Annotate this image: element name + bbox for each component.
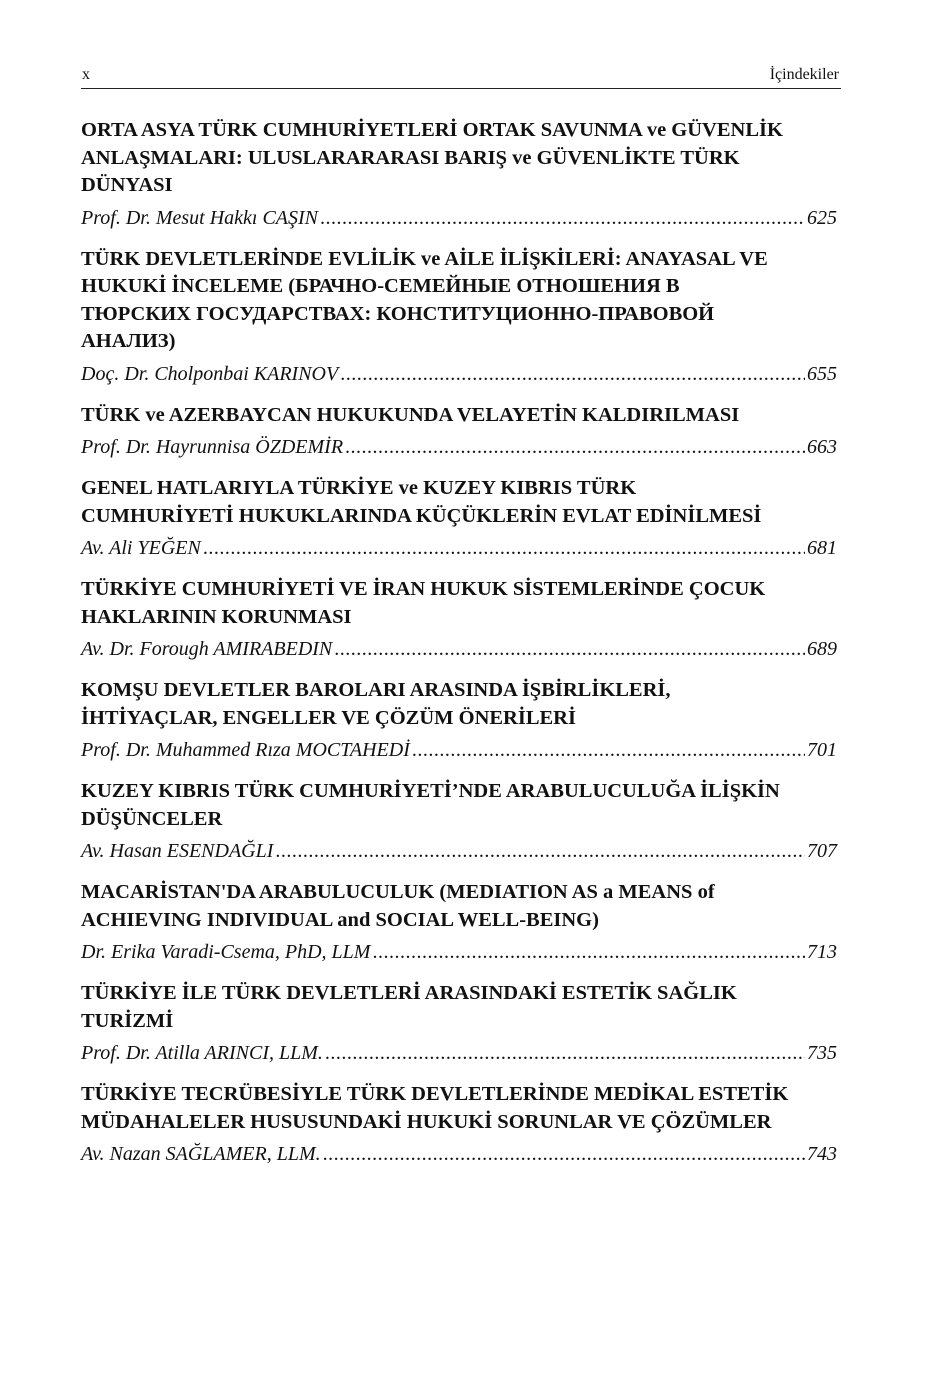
entry-line <box>81 1039 837 1067</box>
dot-leader <box>372 938 805 966</box>
toc-entry <box>81 879 841 966</box>
page-number: x <box>82 66 90 83</box>
dot-leader <box>275 837 805 865</box>
entry-line <box>81 534 837 562</box>
dot-leader <box>203 534 805 562</box>
entry-title: KOMŞU DEVLETLER BAROLARI ARASINDA İŞBİRLİKLERİ, İHTİYAÇLAR, ENGELLER VE ÇÖZÜM ÖNERİLERİ <box>81 679 671 729</box>
entry-title: TÜRK ve AZERBAYCAN HUKUKUNDA VELAYETİN KALDIRILMASI <box>81 403 740 426</box>
entry-page-number: 655 <box>807 362 837 385</box>
entry-line <box>81 1140 837 1168</box>
entry-page-number: 663 <box>807 436 837 458</box>
entry-title: TÜRKİYE CUMHURİYETİ VE İRAN HUKUK SİSTEMLERİNDE ÇOCUK HAKLARININ KORUNMASI <box>81 578 766 628</box>
entry-line <box>81 433 837 461</box>
toc-entry <box>81 1081 841 1168</box>
entry-author: Prof. Dr. Atilla ARINCI, LLM. <box>81 1042 323 1064</box>
toc-entry <box>81 475 841 562</box>
entry-title: TÜRKİYE TECRÜBESİYLE TÜRK DEVLETLERİNDE MEDİKAL ESTETİK MÜDAHALELER HUSUSUNDAKİ HUKUKİ SORUNLAR VE ÇÖZÜMLER <box>81 1083 789 1133</box>
entry-line <box>81 204 837 232</box>
entry-title: KUZEY KIBRIS TÜRK CUMHURİYETİ’NDE ARABULUCULUĞA İLİŞKİN DÜŞÜNCELER <box>81 780 780 830</box>
entry-author: Prof. Dr. Hayrunnisa ÖZDEMİR <box>81 436 344 458</box>
running-header <box>81 64 841 89</box>
entry-page-number: 681 <box>807 537 837 559</box>
entry-author: Av. Ali YEĞEN <box>81 537 201 559</box>
entry-page-number: 701 <box>807 739 837 761</box>
entry-page-number: 735 <box>807 1042 837 1064</box>
entry-page-number: 689 <box>807 638 837 660</box>
entry-line <box>81 635 837 663</box>
entry-author: Av. Nazan SAĞLAMER, LLM. <box>81 1143 321 1165</box>
dot-leader <box>345 433 805 461</box>
toc-entry <box>81 677 841 764</box>
entry-title: TÜRK DEVLETLERİNDE EVLİLİK ve AİLE İLİŞKİLERİ: ANAYASAL VE HUKUKİ İNCELEME (БРАЧНО-СЕМЕЙНЫЕ ОТНОШЕНИЯ В ТЮРСКИХ ГОСУДАРСТВАХ: КОНСТИТУЦИОННО-ПРАВОВОЙ АНАЛИЗ) <box>81 247 768 352</box>
toc-entry <box>81 117 841 232</box>
entry-title: TÜRKİYE İLE TÜRK DEVLETLERİ ARASINDAKİ ESTETİK SAĞLIK TURİZMİ <box>81 982 737 1032</box>
dot-leader <box>320 204 805 232</box>
toc-entry <box>81 246 841 388</box>
entry-title: ORTA ASYA TÜRK CUMHURİYETLERİ ORTAK SAVUNMA ve GÜVENLİK ANLAŞMALARI: ULUSLARARARASI BARIŞ ve GÜVENLİKTE TÜRK DÜNYASI <box>81 119 783 196</box>
entry-author: Prof. Dr. Mesut Hakkı CAŞIN <box>81 206 319 229</box>
entry-title: GENEL HATLARIYLA TÜRKİYE ve KUZEY KIBRIS TÜRK CUMHURİYETİ HUKUKLARINDA KÜÇÜKLERİN EVLAT EDİNİLMESİ <box>81 477 762 527</box>
toc-entry <box>81 576 841 663</box>
dot-leader <box>325 1039 805 1067</box>
toc-entry <box>81 778 841 865</box>
dot-leader <box>323 1140 805 1168</box>
entry-page-number: 625 <box>807 206 837 229</box>
dot-leader <box>412 736 805 764</box>
toc-entry <box>81 402 841 462</box>
entry-page-number: 707 <box>807 840 837 862</box>
entry-title: MACARİSTAN'DA ARABULUCULUK (MEDIATION AS a MEANS of ACHIEVING INDIVIDUAL and SOCIAL WELL-BEING) <box>81 881 715 931</box>
dot-leader <box>334 635 805 663</box>
entry-line <box>81 360 837 388</box>
entry-author: Dr. Erika Varadi-Csema, PhD, LLM <box>81 941 371 963</box>
dot-leader <box>340 360 805 388</box>
entry-line <box>81 736 837 764</box>
entry-page-number: 743 <box>807 1143 837 1165</box>
entry-author: Doç. Dr. Cholponbai KARINOV <box>81 362 339 385</box>
entry-author: Av. Hasan ESENDAĞLI <box>81 840 274 862</box>
entry-author: Av. Dr. Forough AMIRABEDIN <box>81 638 333 660</box>
entry-line <box>81 938 837 966</box>
entry-author: Prof. Dr. Muhammed Rıza MOCTAHEDİ <box>81 739 410 761</box>
entry-page-number: 713 <box>807 941 837 963</box>
entry-line <box>81 837 837 865</box>
section-title: İçindekiler <box>769 66 839 83</box>
toc-entry <box>81 980 841 1067</box>
table-of-contents <box>81 117 841 1182</box>
